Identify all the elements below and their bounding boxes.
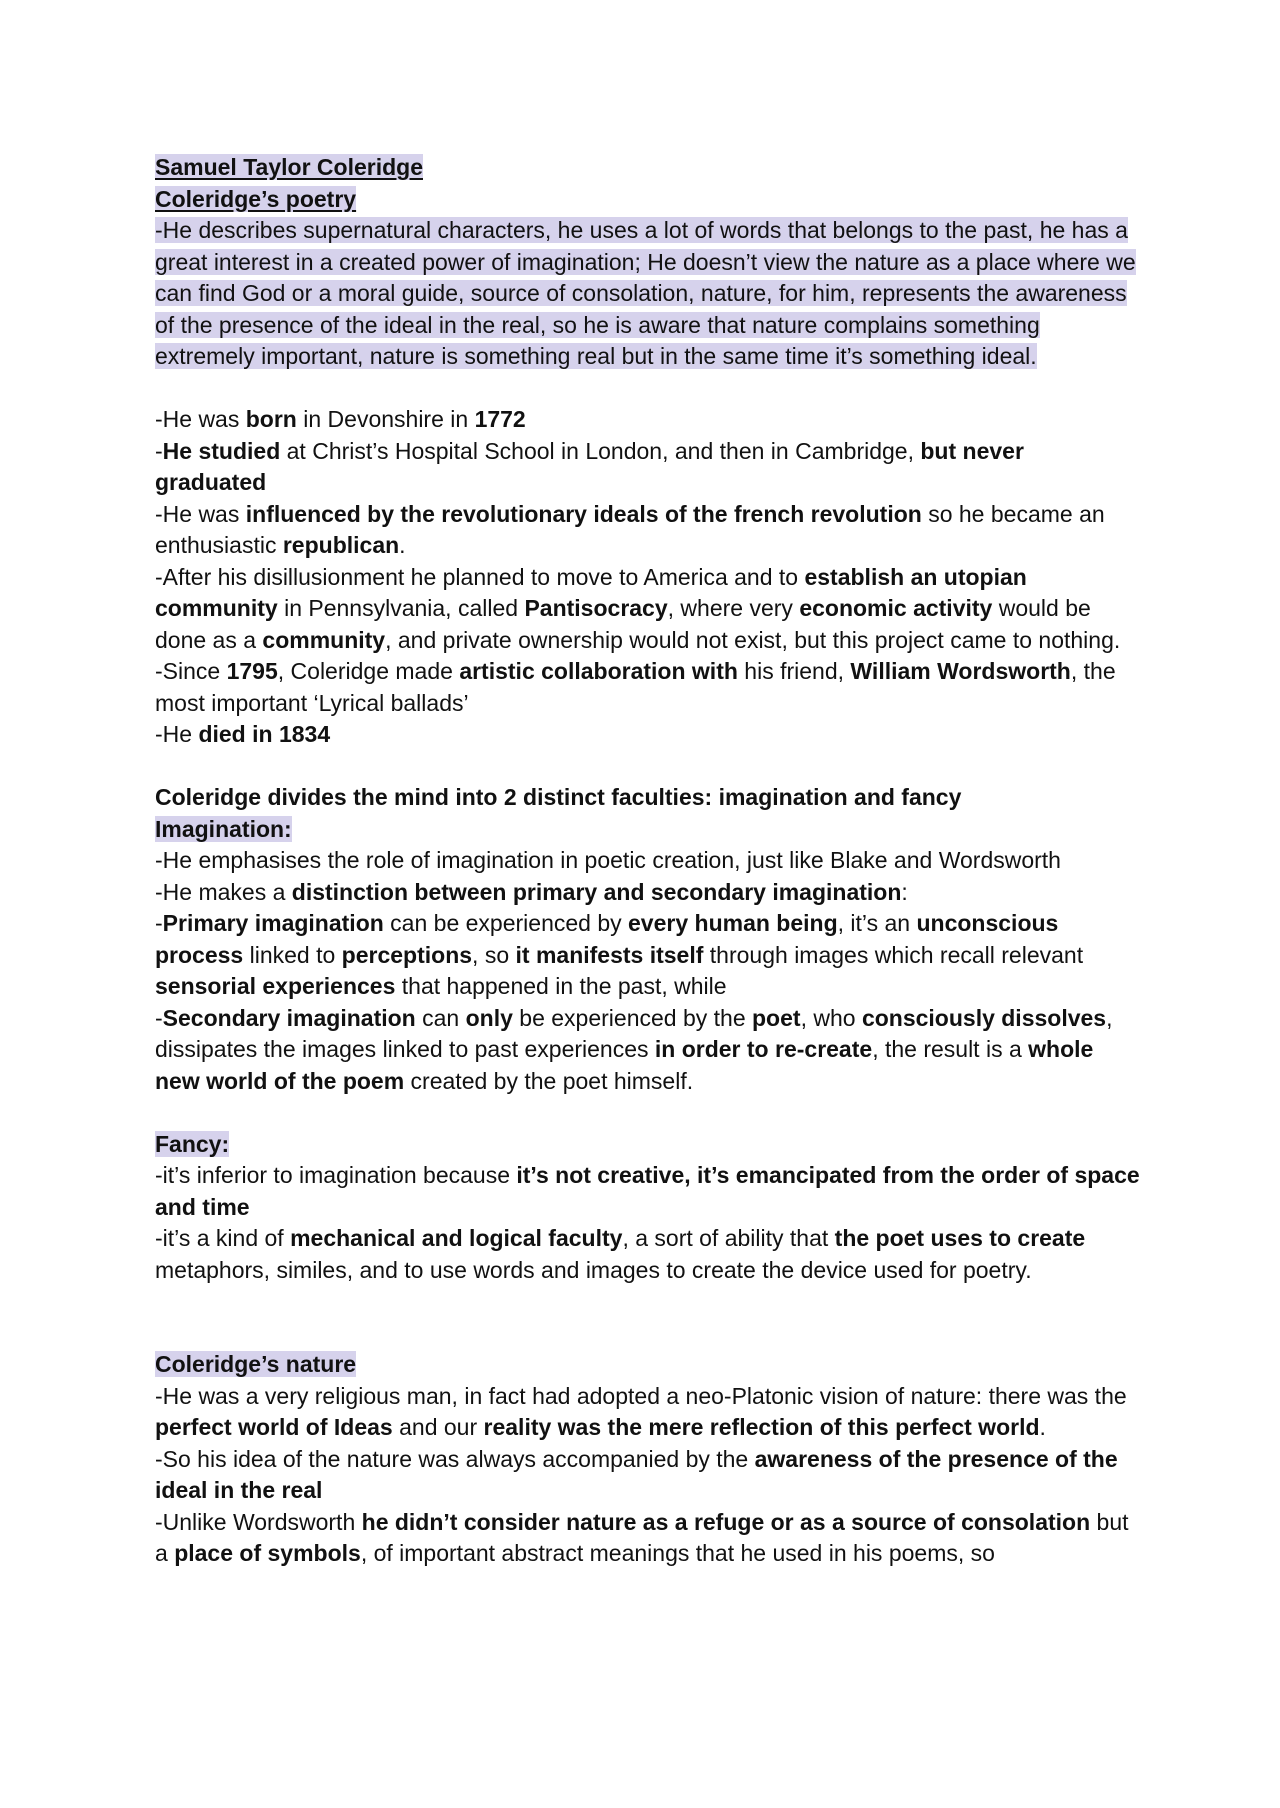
bio-influenced: -He was influenced by the revolutionary ideals of the french revolution so he became an enthusiastic republican. — [155, 500, 1105, 558]
imagination-line-2: -He makes a distinction between primary and secondary imagination: — [155, 878, 908, 905]
poetry-paragraph: -He describes supernatural characters, he uses a lot of words that belongs to the past, he has a great interest in a created power of imagination; He doesn’t view the nature as a place where we can find God or a moral guide, source of consolation, nature, for him, represents the awareness of the presence of the ideal in the real, so he is aware that nature complains something extremely important, nature is something real but in the same time it’s something ideal. — [155, 217, 1136, 369]
poetry-heading: Coleridge’s poetry — [155, 185, 357, 212]
secondary-imagination: -Secondary imagination can only be experienced by the poet, who consciously dissolves, dissipates the images linked to past experiences in order to re-create, the result is a whole new world of the poem created by the poet himself. — [155, 1004, 1113, 1094]
nature-line-3: -Unlike Wordsworth he didn’t consider nature as a refuge or as a source of consolation but a place of symbols, of important abstract meanings that he used in his poems, so — [155, 1508, 1129, 1566]
nature-heading: Coleridge’s nature — [155, 1351, 357, 1377]
spacer — [155, 373, 1140, 405]
doc-title: Samuel Taylor Coleridge — [155, 154, 423, 180]
fancy-line-1: -it’s inferior to imagination because it’s not creative, it’s emancipated from the order of space and time — [155, 1162, 1140, 1220]
fancy-heading: Fancy: — [155, 1130, 230, 1157]
bio-collaboration: -Since 1795, Coleridge made artistic collaboration with his friend, William Wordsworth, the most important ‘Lyrical ballads’ — [155, 658, 1116, 716]
bio-born: -He was born in Devonshire in 1772 — [155, 406, 526, 432]
nature-line-1: -He was a very religious man, in fact had adopted a neo-Platonic vision of nature: there was the perfect world of Ideas and our reality was the mere reflection of this perfect world. — [155, 1382, 1127, 1440]
spacer — [155, 1097, 1140, 1129]
imagination-line-1: -He emphasises the role of imagination in poetic creation, just like Blake and Wordsworth — [155, 847, 1061, 873]
spacer — [155, 1286, 1140, 1349]
faculties-heading: Coleridge divides the mind into 2 distinct faculties: imagination and fancy — [155, 784, 962, 810]
spacer — [155, 751, 1140, 783]
bio-died: -He died in 1834 — [155, 721, 331, 747]
imagination-heading: Imagination: — [155, 815, 292, 842]
nature-line-2: -So his idea of the nature was always accompanied by the awareness of the presence of the ideal in the real — [155, 1445, 1118, 1503]
bio-pantisocracy: -After his disillusionment he planned to move to America and to establish an utopian community in Pennsylvania, called Pantisocracy, where very economic activity would be done as a community, and private ownership would not exist, but this project came to nothing. — [155, 563, 1121, 653]
fancy-line-2: -it’s a kind of mechanical and logical faculty, a sort of ability that the poet uses to create metaphors, similes, and to use words and images to create the device used for poetry. — [155, 1225, 1086, 1283]
primary-imagination: -Primary imagination can be experienced by every human being, it’s an unconscious process linked to perceptions, so it manifests itself through images which recall relevant sensorial experiences that happened in the past, while — [155, 910, 1084, 999]
bio-studied: -He studied at Christ’s Hospital School in London, and then in Cambridge, but never graduated — [155, 437, 1024, 495]
